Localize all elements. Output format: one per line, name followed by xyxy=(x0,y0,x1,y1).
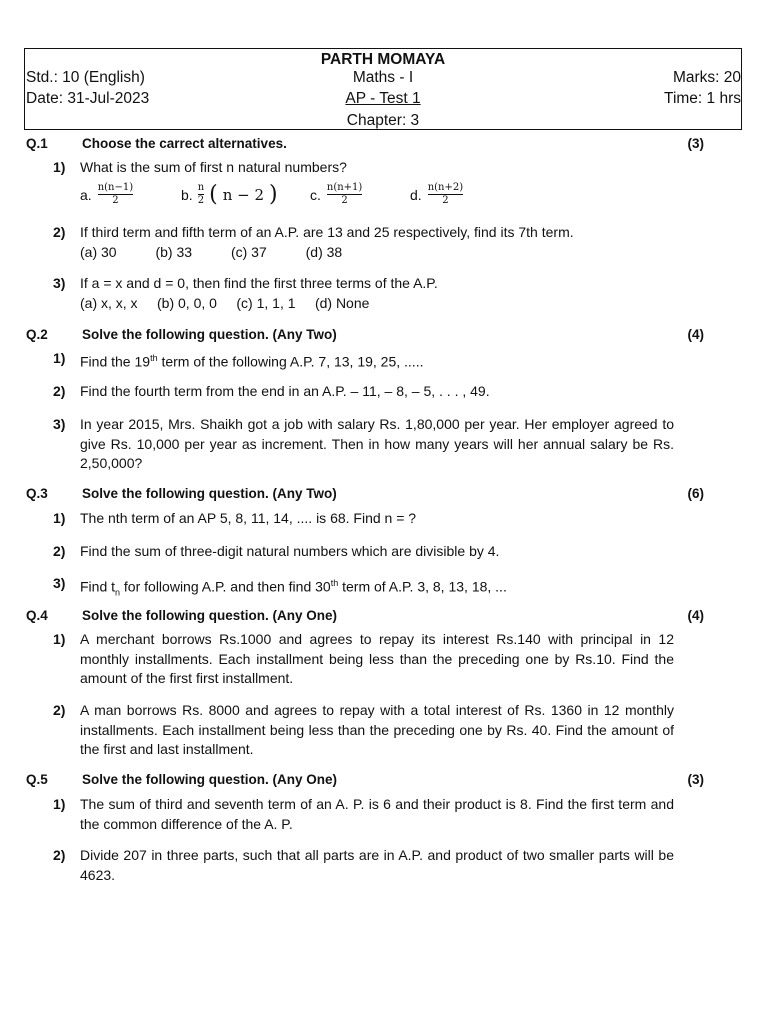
fraction xyxy=(198,182,204,207)
question-marks: (3) xyxy=(687,136,704,151)
fraction-numerator: n(n+1) xyxy=(326,182,363,193)
fraction-denominator: 2 xyxy=(112,195,119,206)
close-paren: ) xyxy=(269,181,278,207)
question-marks: (3) xyxy=(687,772,704,787)
item-body xyxy=(80,349,674,372)
question-number: Q.2 xyxy=(26,327,48,342)
item-text: If a = x and d = 0, then find the first three terms of the A.P. xyxy=(80,275,438,291)
question-header-1 xyxy=(26,136,706,154)
item-body xyxy=(80,223,674,262)
exam-time: Time: 1 hrs xyxy=(664,90,741,107)
item-text: The sum of third and seventh term of an A. P. is 6 and their product is 8. Find the first term and the common difference of the A. P. xyxy=(80,796,674,832)
question-marks: (4) xyxy=(687,608,704,623)
question-number: Q.4 xyxy=(26,608,48,623)
fraction xyxy=(327,182,362,207)
question-title: Solve the following question. (Any One) xyxy=(82,772,338,787)
item-text: If third term and fifth term of an A.P. are 13 and 25 respectively, find its 7th term. xyxy=(80,224,574,240)
item-text: term of A.P. 3, 8, 13, 18, ... xyxy=(338,578,507,595)
option-a xyxy=(80,182,133,207)
subject: Maths - I xyxy=(352,69,414,86)
item-number: 1) xyxy=(53,510,66,526)
item-number: 1) xyxy=(53,796,66,812)
item-text: term of the following A.P. 7, 13, 19, 25, ..... xyxy=(157,353,424,370)
question-title: Solve the following question. (Any One) xyxy=(82,608,338,623)
fraction-numerator: n(n−1) xyxy=(97,182,134,193)
total-marks: Marks: 20 xyxy=(672,69,741,86)
fraction-denominator: 2 xyxy=(197,195,205,206)
item-text: Find the 19 xyxy=(80,353,151,370)
item-options: (a) 30 (b) 33 (c) 37 (d) 38 xyxy=(80,243,343,260)
question-number: Q.3 xyxy=(26,486,48,501)
item-body xyxy=(80,274,674,313)
question-header-5 xyxy=(26,772,706,790)
option-label: c. xyxy=(310,186,321,203)
item-number: 2) xyxy=(53,383,66,399)
option-label: d. xyxy=(410,186,422,203)
fraction-numerator: n(n+2) xyxy=(427,182,464,193)
item-text: What is the sum of first n natural numbers? xyxy=(80,159,347,175)
question-number: Q.1 xyxy=(26,136,48,151)
header-row-4 xyxy=(25,110,741,131)
header-row-3 xyxy=(25,88,741,109)
item-number: 2) xyxy=(53,543,66,559)
question-title: Solve the following question. (Any Two) xyxy=(82,327,337,342)
fraction xyxy=(428,182,463,207)
superscript: th xyxy=(330,578,339,588)
fraction-denominator: 2 xyxy=(442,195,449,206)
question-title: Solve the following question. (Any Two) xyxy=(82,486,337,501)
option-label: a. xyxy=(80,186,92,203)
question-header-2 xyxy=(26,327,706,345)
subscript: n xyxy=(115,587,121,598)
item-number: 3) xyxy=(53,416,66,432)
exam-date: Date: 31-Jul-2023 xyxy=(26,90,150,107)
item-text: for following A.P. and then find 30 xyxy=(120,578,331,595)
fraction-numerator: n xyxy=(197,182,205,193)
question-number: Q.5 xyxy=(26,772,48,787)
chapter: Chapter: 3 xyxy=(346,112,420,129)
item-number: 1) xyxy=(53,631,66,647)
question-header-3 xyxy=(26,486,706,504)
option-d xyxy=(410,182,463,207)
superscript: th xyxy=(150,353,158,363)
expression: n − 2 xyxy=(222,185,265,204)
item-number: 1) xyxy=(53,159,66,175)
item-number: 2) xyxy=(53,847,66,863)
item-text: Find the fourth term from the end in an A.P. – 11, – 8, – 5, . . . , 49. xyxy=(80,383,490,399)
question-marks: (6) xyxy=(687,486,704,501)
student-name: PARTH MOMAYA xyxy=(320,51,446,68)
item-text: Find t xyxy=(80,578,116,595)
option-label: b. xyxy=(181,186,193,203)
fraction xyxy=(98,182,133,207)
item-number: 2) xyxy=(53,224,66,240)
item-number: 3) xyxy=(53,575,66,591)
option-c xyxy=(310,182,362,207)
fraction-denominator: 2 xyxy=(341,195,348,206)
item-number: 3) xyxy=(53,275,66,291)
header-row-2 xyxy=(25,67,741,88)
header-box xyxy=(24,48,742,130)
question-marks: (4) xyxy=(687,327,704,342)
item-text: Divide 207 in three parts, such that all parts are in A.P. and product of two smaller parts will be 4623. xyxy=(80,847,674,883)
item-text: A merchant borrows Rs.1000 and agrees to repay its interest Rs.140 with principal in 12 monthly installments. Each installment being less than the preceding one by Rs.10. Find the amount of the first first installment. xyxy=(80,631,674,686)
item-number: 1) xyxy=(53,350,66,366)
item-text: A man borrows Rs. 8000 and agrees to repay with a total interest of Rs. 1360 in 12 monthly installments. Each installment being less than the preceding one by Rs. 40. Find the amount of the first and last installment. xyxy=(80,702,674,757)
question-title: Choose the carrect alternatives. xyxy=(82,136,287,151)
item-text: In year 2015, Mrs. Shaikh got a job with salary Rs. 1,80,000 per year. Her employer agreed to give Rs. 10,000 per year as increment. Then in how many years will her annual salary be Rs. 2,50,000? xyxy=(80,416,674,471)
item-options: (a) x, x, x (b) 0, 0, 0 (c) 1, 1, 1 (d) None xyxy=(80,294,370,311)
question-header-4 xyxy=(26,608,706,626)
option-b xyxy=(181,182,278,207)
item-text: The nth term of an AP 5, 8, 11, 14, .... is 68. Find n = ? xyxy=(80,510,417,526)
item-text: Find the sum of three-digit natural numbers which are divisible by 4. xyxy=(80,543,500,559)
test-name: AP - Test 1 xyxy=(345,90,421,107)
item-number: 2) xyxy=(53,702,66,718)
open-paren: ( xyxy=(209,181,218,207)
item-body xyxy=(80,574,674,603)
standard: Std.: 10 (English) xyxy=(26,69,145,86)
